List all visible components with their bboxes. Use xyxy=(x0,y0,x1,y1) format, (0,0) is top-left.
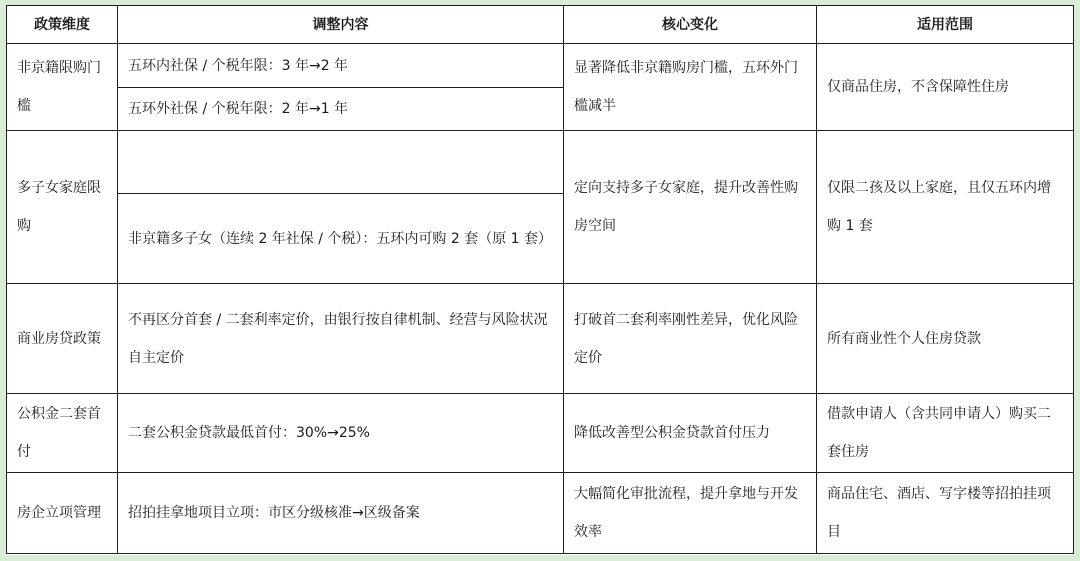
header-content: 调整内容 xyxy=(118,6,564,44)
scope-cell: 所有商业性个人住房贷款 xyxy=(817,284,1074,394)
policy-table-frame xyxy=(6,5,1073,555)
change-cell: 定向支持多子女家庭，提升改善性购房空间 xyxy=(564,131,817,284)
scope-cell: 仅限二孩及以上家庭，且仅五环内增购 1 套 xyxy=(817,131,1074,284)
table-row xyxy=(7,394,1074,473)
content-cell xyxy=(118,131,564,194)
scope-cell: 商品住宅、酒店、写字楼等招拍挂项目 xyxy=(817,473,1074,554)
dimension-cell: 商业房贷政策 xyxy=(7,284,118,394)
header-row xyxy=(7,6,1074,44)
content-cell: 招拍挂拿地项目立项：市区分级核准→区级备案 xyxy=(118,473,564,554)
dimension-cell: 多子女家庭限购 xyxy=(7,131,118,284)
content-cell: 五环外社保 / 个税年限：2 年→1 年 xyxy=(118,88,564,131)
table-row xyxy=(7,473,1074,554)
scope-cell: 借款申请人（含共同申请人）购买二套住房 xyxy=(817,394,1074,473)
scope-cell: 仅商品住房，不含保障性住房 xyxy=(817,44,1074,131)
content-cell: 非京籍多子女（连续 2 年社保 / 个税）：五环内可购 2 套（原 1 套） xyxy=(118,194,564,284)
table-row xyxy=(7,284,1074,394)
header-change: 核心变化 xyxy=(564,6,817,44)
policy-table xyxy=(6,5,1074,554)
dimension-cell: 房企立项管理 xyxy=(7,473,118,554)
content-cell: 不再区分首套 / 二套利率定价，由银行按自律机制、经营与风险状况自主定价 xyxy=(118,284,564,394)
content-cell: 五环内社保 / 个税年限：3 年→2 年 xyxy=(118,44,564,88)
table-row xyxy=(7,44,1074,88)
dimension-cell: 非京籍限购门槛 xyxy=(7,44,118,131)
content-cell: 二套公积金贷款最低首付：30%→25% xyxy=(118,394,564,473)
dimension-cell: 公积金二套首付 xyxy=(7,394,118,473)
header-dimension: 政策维度 xyxy=(7,6,118,44)
change-cell: 大幅简化审批流程，提升拿地与开发效率 xyxy=(564,473,817,554)
change-cell: 显著降低非京籍购房门槛，五环外门槛减半 xyxy=(564,44,817,131)
header-scope: 适用范围 xyxy=(817,6,1074,44)
table-row xyxy=(7,131,1074,194)
change-cell: 降低改善型公积金贷款首付压力 xyxy=(564,394,817,473)
change-cell: 打破首二套利率刚性差异，优化风险定价 xyxy=(564,284,817,394)
